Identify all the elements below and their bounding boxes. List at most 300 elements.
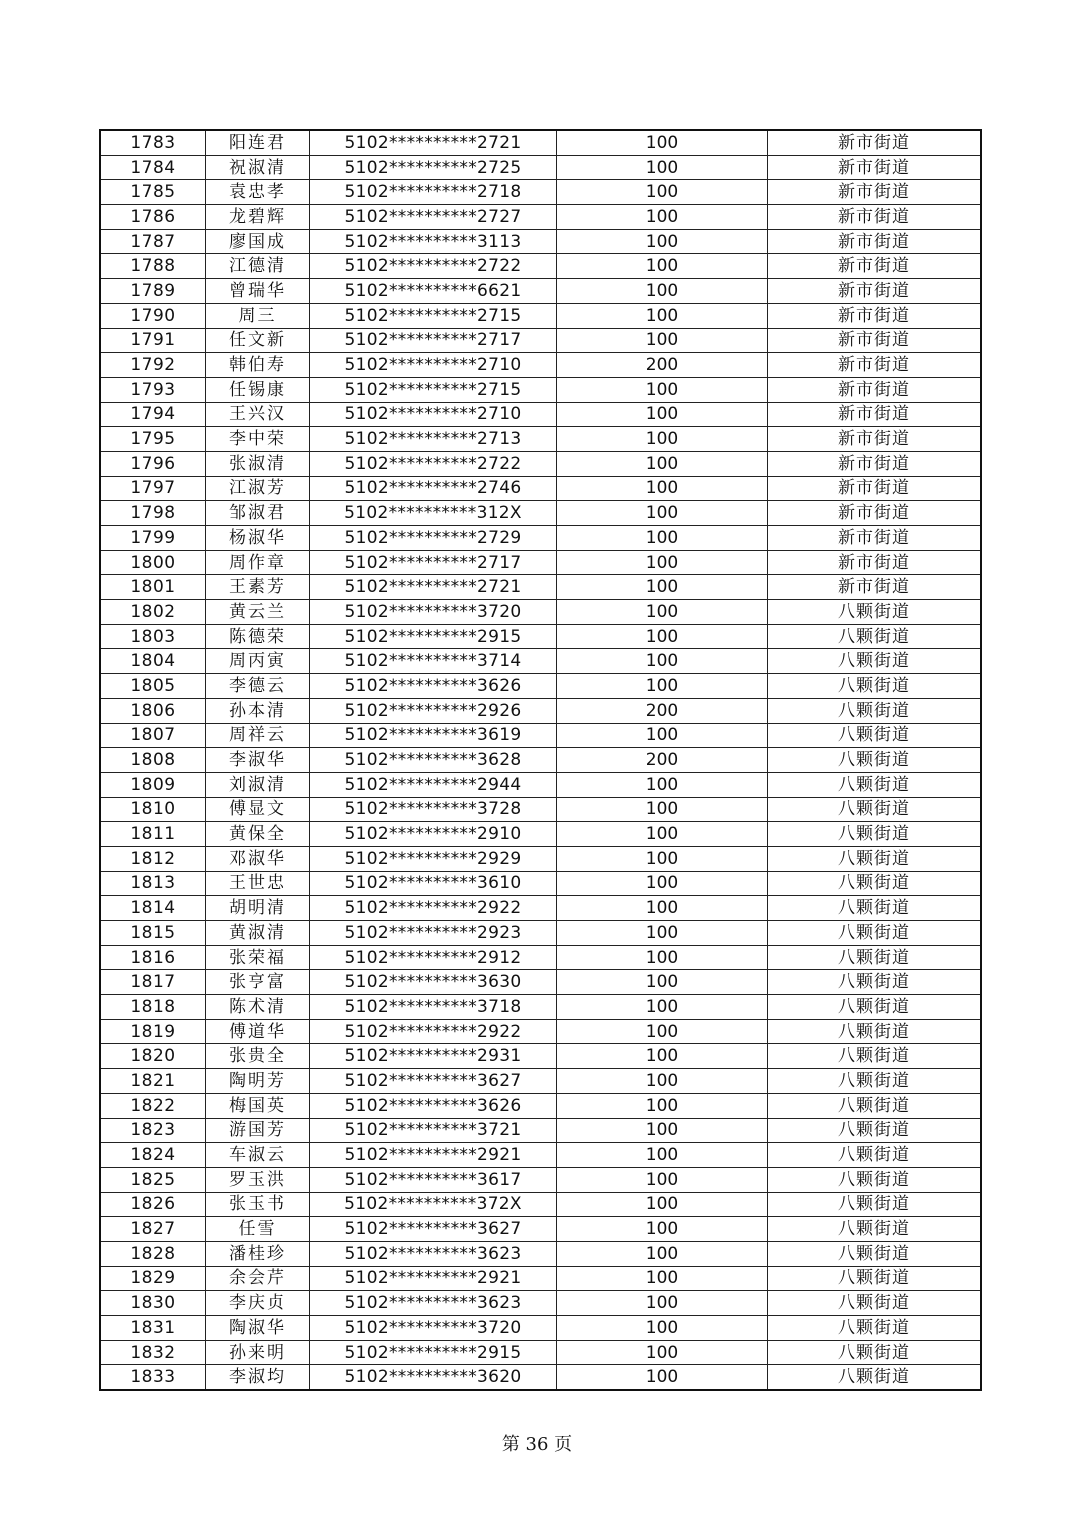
subdistrict-cell: 八颗街道 [768,1266,982,1291]
amount-cell: 100 [557,1019,768,1044]
id-number-cell: 5102**********3714 [310,649,557,674]
amount-cell: 100 [557,1143,768,1168]
name-cell: 邓淑华 [206,846,310,871]
subdistrict-cell: 新市街道 [768,303,982,328]
subdistrict-cell: 新市街道 [768,229,982,254]
row-number-cell: 1830 [100,1291,206,1316]
id-number-cell: 5102**********3627 [310,1069,557,1094]
id-number-cell: 5102**********3721 [310,1118,557,1143]
table-row [100,945,981,970]
table-row [100,921,981,946]
id-number-cell: 5102**********2926 [310,698,557,723]
name-cell: 陶明芳 [206,1069,310,1094]
row-number-cell: 1805 [100,674,206,699]
amount-cell: 100 [557,254,768,279]
amount-cell: 100 [557,822,768,847]
name-cell: 车淑云 [206,1143,310,1168]
id-number-cell: 5102**********2729 [310,526,557,551]
subdistrict-cell: 八颗街道 [768,871,982,896]
amount-cell: 100 [557,1217,768,1242]
amount-cell: 100 [557,846,768,871]
name-cell: 游国芳 [206,1118,310,1143]
row-number-cell: 1799 [100,526,206,551]
amount-cell: 100 [557,451,768,476]
subdistrict-cell: 八颗街道 [768,970,982,995]
id-number-cell: 5102**********2717 [310,328,557,353]
row-number-cell: 1812 [100,846,206,871]
name-cell: 傅道华 [206,1019,310,1044]
amount-cell: 100 [557,624,768,649]
row-number-cell: 1802 [100,600,206,625]
name-cell: 王兴汉 [206,402,310,427]
amount-cell: 200 [557,353,768,378]
table-row [100,130,981,155]
row-number-cell: 1801 [100,575,206,600]
id-number-cell: 5102**********2727 [310,205,557,230]
name-cell: 江淑芳 [206,476,310,501]
table-row [100,846,981,871]
subdistrict-cell: 八颗街道 [768,1167,982,1192]
id-number-cell: 5102**********3626 [310,674,557,699]
amount-cell: 100 [557,970,768,995]
row-number-cell: 1824 [100,1143,206,1168]
name-cell: 李德云 [206,674,310,699]
subdistrict-cell: 八颗街道 [768,1019,982,1044]
table-row [100,871,981,896]
subdistrict-cell: 新市街道 [768,427,982,452]
table-row [100,1316,981,1341]
name-cell: 阳连君 [206,130,310,155]
table-row [100,1143,981,1168]
name-cell: 任锡康 [206,377,310,402]
amount-cell: 100 [557,723,768,748]
subdistrict-cell: 八颗街道 [768,748,982,773]
amount-cell: 100 [557,1093,768,1118]
name-cell: 孙来明 [206,1340,310,1365]
row-number-cell: 1823 [100,1118,206,1143]
amount-cell: 100 [557,1241,768,1266]
name-cell: 李庆贞 [206,1291,310,1316]
name-cell: 江德清 [206,254,310,279]
id-number-cell: 5102**********3619 [310,723,557,748]
table-row [100,1365,981,1390]
name-cell: 黄淑清 [206,921,310,946]
table-row [100,896,981,921]
table-row [100,822,981,847]
row-number-cell: 1814 [100,896,206,921]
subdistrict-cell: 新市街道 [768,328,982,353]
row-number-cell: 1784 [100,155,206,180]
table-row [100,1167,981,1192]
row-number-cell: 1821 [100,1069,206,1094]
name-cell: 罗玉洪 [206,1167,310,1192]
subdistrict-cell: 新市街道 [768,279,982,304]
row-number-cell: 1811 [100,822,206,847]
name-cell: 李淑华 [206,748,310,773]
id-number-cell: 5102**********3630 [310,970,557,995]
id-number-cell: 5102**********3720 [310,600,557,625]
subdistrict-cell: 八颗街道 [768,1093,982,1118]
id-number-cell: 5102**********3623 [310,1241,557,1266]
table-row [100,1019,981,1044]
table-row [100,970,981,995]
name-cell: 潘桂珍 [206,1241,310,1266]
amount-cell: 100 [557,1044,768,1069]
name-cell: 龙碧辉 [206,205,310,230]
subdistrict-cell: 八颗街道 [768,846,982,871]
subdistrict-cell: 八颗街道 [768,698,982,723]
amount-cell: 100 [557,896,768,921]
name-cell: 周作章 [206,550,310,575]
amount-cell: 100 [557,377,768,402]
table-row [100,303,981,328]
subdistrict-cell: 八颗街道 [768,649,982,674]
amount-cell: 100 [557,575,768,600]
row-number-cell: 1806 [100,698,206,723]
subdistrict-cell: 八颗街道 [768,600,982,625]
table-row [100,427,981,452]
name-cell: 王世忠 [206,871,310,896]
row-number-cell: 1810 [100,797,206,822]
subdistrict-cell: 八颗街道 [768,1291,982,1316]
table-row [100,328,981,353]
subdistrict-cell: 新市街道 [768,205,982,230]
amount-cell: 100 [557,945,768,970]
subdistrict-cell: 八颗街道 [768,945,982,970]
row-number-cell: 1786 [100,205,206,230]
name-cell: 陈术清 [206,995,310,1020]
id-number-cell: 5102**********2929 [310,846,557,871]
name-cell: 张玉书 [206,1192,310,1217]
row-number-cell: 1803 [100,624,206,649]
subdistrict-cell: 新市街道 [768,526,982,551]
name-cell: 杨淑华 [206,526,310,551]
row-number-cell: 1790 [100,303,206,328]
amount-cell: 100 [557,476,768,501]
row-number-cell: 1822 [100,1093,206,1118]
row-number-cell: 1788 [100,254,206,279]
subdistrict-cell: 新市街道 [768,501,982,526]
table-row [100,575,981,600]
table-row [100,1291,981,1316]
id-number-cell: 5102**********3720 [310,1316,557,1341]
amount-cell: 100 [557,550,768,575]
name-cell: 周祥云 [206,723,310,748]
subdistrict-cell: 八颗街道 [768,797,982,822]
row-number-cell: 1820 [100,1044,206,1069]
name-cell: 廖国成 [206,229,310,254]
name-cell: 张淑清 [206,451,310,476]
row-number-cell: 1791 [100,328,206,353]
name-cell: 周三 [206,303,310,328]
table-row [100,649,981,674]
subdistrict-cell: 新市街道 [768,180,982,205]
id-number-cell: 5102**********2715 [310,377,557,402]
amount-cell: 100 [557,1340,768,1365]
amount-cell: 100 [557,501,768,526]
id-number-cell: 5102**********3617 [310,1167,557,1192]
table-row [100,451,981,476]
row-number-cell: 1831 [100,1316,206,1341]
row-number-cell: 1807 [100,723,206,748]
subdistrict-cell: 八颗街道 [768,896,982,921]
id-number-cell: 5102**********2921 [310,1266,557,1291]
id-number-cell: 5102**********3113 [310,229,557,254]
row-number-cell: 1815 [100,921,206,946]
table-row [100,279,981,304]
id-number-cell: 5102**********2715 [310,303,557,328]
row-number-cell: 1818 [100,995,206,1020]
subdistrict-cell: 八颗街道 [768,624,982,649]
id-number-cell: 5102**********2717 [310,550,557,575]
table-row [100,797,981,822]
row-number-cell: 1826 [100,1192,206,1217]
amount-cell: 100 [557,1167,768,1192]
id-number-cell: 5102**********2746 [310,476,557,501]
amount-cell: 100 [557,871,768,896]
subdistrict-cell: 八颗街道 [768,1241,982,1266]
row-number-cell: 1785 [100,180,206,205]
name-cell: 张贵全 [206,1044,310,1069]
subdistrict-cell: 八颗街道 [768,995,982,1020]
table-row [100,229,981,254]
id-number-cell: 5102**********2713 [310,427,557,452]
table-row [100,155,981,180]
table-row [100,1217,981,1242]
amount-cell: 100 [557,155,768,180]
row-number-cell: 1832 [100,1340,206,1365]
amount-cell: 100 [557,180,768,205]
amount-cell: 100 [557,921,768,946]
name-cell: 陈德荣 [206,624,310,649]
name-cell: 韩伯寿 [206,353,310,378]
row-number-cell: 1809 [100,772,206,797]
name-cell: 张荣福 [206,945,310,970]
table-row [100,1241,981,1266]
amount-cell: 100 [557,205,768,230]
amount-cell: 100 [557,328,768,353]
amount-cell: 100 [557,649,768,674]
id-number-cell: 5102**********2923 [310,921,557,946]
subdistrict-cell: 新市街道 [768,155,982,180]
amount-cell: 100 [557,402,768,427]
subdistrict-cell: 新市街道 [768,575,982,600]
amount-cell: 100 [557,772,768,797]
id-number-cell: 5102**********2722 [310,451,557,476]
subdistrict-cell: 八颗街道 [768,1365,982,1390]
table-row [100,674,981,699]
table-row [100,205,981,230]
amount-cell: 100 [557,674,768,699]
id-number-cell: 5102**********2915 [310,624,557,649]
table-row [100,1118,981,1143]
id-number-cell: 5102**********3627 [310,1217,557,1242]
name-cell: 周丙寅 [206,649,310,674]
id-number-cell: 5102**********2912 [310,945,557,970]
subdistrict-cell: 八颗街道 [768,1069,982,1094]
table-row [100,995,981,1020]
id-number-cell: 5102**********2915 [310,1340,557,1365]
name-cell: 黄云兰 [206,600,310,625]
table-row [100,402,981,427]
id-number-cell: 5102**********2710 [310,353,557,378]
id-number-cell: 5102**********2944 [310,772,557,797]
amount-cell: 100 [557,130,768,155]
subdistrict-cell: 八颗街道 [768,1044,982,1069]
row-number-cell: 1789 [100,279,206,304]
subdistrict-cell: 新市街道 [768,130,982,155]
name-cell: 王素芳 [206,575,310,600]
name-cell: 邹淑君 [206,501,310,526]
subdistrict-cell: 新市街道 [768,476,982,501]
name-cell: 李中荣 [206,427,310,452]
id-number-cell: 5102**********372X [310,1192,557,1217]
table-row [100,748,981,773]
table-row [100,1192,981,1217]
table-row [100,353,981,378]
subdistrict-cell: 新市街道 [768,550,982,575]
name-cell: 梅国英 [206,1093,310,1118]
id-number-cell: 5102**********6621 [310,279,557,304]
table-row [100,772,981,797]
name-cell: 袁忠孝 [206,180,310,205]
subdistrict-cell: 新市街道 [768,353,982,378]
name-cell: 李淑均 [206,1365,310,1390]
amount-cell: 100 [557,1291,768,1316]
name-cell: 祝淑清 [206,155,310,180]
id-number-cell: 5102**********2721 [310,575,557,600]
name-cell: 孙本清 [206,698,310,723]
id-number-cell: 5102**********3728 [310,797,557,822]
roster-table-body [100,130,981,1390]
name-cell: 任文新 [206,328,310,353]
row-number-cell: 1794 [100,402,206,427]
amount-cell: 100 [557,1365,768,1390]
subdistrict-cell: 八颗街道 [768,1143,982,1168]
row-number-cell: 1797 [100,476,206,501]
id-number-cell: 5102**********312X [310,501,557,526]
table-row [100,1340,981,1365]
amount-cell: 100 [557,797,768,822]
amount-cell: 100 [557,279,768,304]
name-cell: 余会芹 [206,1266,310,1291]
row-number-cell: 1829 [100,1266,206,1291]
table-row [100,600,981,625]
id-number-cell: 5102**********2921 [310,1143,557,1168]
table-row [100,698,981,723]
row-number-cell: 1783 [100,130,206,155]
subdistrict-cell: 新市街道 [768,451,982,476]
subdistrict-cell: 新市街道 [768,377,982,402]
subdistrict-cell: 八颗街道 [768,772,982,797]
name-cell: 陶淑华 [206,1316,310,1341]
id-number-cell: 5102**********3628 [310,748,557,773]
name-cell: 张亨富 [206,970,310,995]
table-row [100,550,981,575]
amount-cell: 100 [557,1192,768,1217]
row-number-cell: 1793 [100,377,206,402]
row-number-cell: 1792 [100,353,206,378]
table-row [100,501,981,526]
row-number-cell: 1816 [100,945,206,970]
row-number-cell: 1800 [100,550,206,575]
subdistrict-cell: 八颗街道 [768,723,982,748]
row-number-cell: 1828 [100,1241,206,1266]
id-number-cell: 5102**********2931 [310,1044,557,1069]
subdistrict-cell: 八颗街道 [768,1340,982,1365]
id-number-cell: 5102**********3626 [310,1093,557,1118]
page-number: 第 36 页 [501,1434,573,1455]
amount-cell: 100 [557,1316,768,1341]
table-row [100,254,981,279]
table-row [100,526,981,551]
subdistrict-cell: 八颗街道 [768,921,982,946]
row-number-cell: 1827 [100,1217,206,1242]
amount-cell: 100 [557,995,768,1020]
id-number-cell: 5102**********3620 [310,1365,557,1390]
amount-cell: 100 [557,303,768,328]
id-number-cell: 5102**********2718 [310,180,557,205]
table-row [100,180,981,205]
subdistrict-cell: 新市街道 [768,402,982,427]
subdistrict-cell: 八颗街道 [768,822,982,847]
subdistrict-cell: 八颗街道 [768,1217,982,1242]
table-row [100,476,981,501]
row-number-cell: 1833 [100,1365,206,1390]
id-number-cell: 5102**********2710 [310,402,557,427]
table-row [100,1069,981,1094]
id-number-cell: 5102**********3610 [310,871,557,896]
row-number-cell: 1796 [100,451,206,476]
id-number-cell: 5102**********3718 [310,995,557,1020]
id-number-cell: 5102**********2721 [310,130,557,155]
subdistrict-cell: 八颗街道 [768,674,982,699]
row-number-cell: 1787 [100,229,206,254]
table-row [100,1093,981,1118]
subdistrict-cell: 八颗街道 [768,1316,982,1341]
table-row [100,723,981,748]
amount-cell: 100 [557,427,768,452]
amount-cell: 100 [557,1069,768,1094]
table-row [100,377,981,402]
table-row [100,1044,981,1069]
name-cell: 胡明清 [206,896,310,921]
row-number-cell: 1804 [100,649,206,674]
id-number-cell: 5102**********2910 [310,822,557,847]
roster-table [99,129,982,1391]
id-number-cell: 5102**********2725 [310,155,557,180]
amount-cell: 200 [557,698,768,723]
row-number-cell: 1819 [100,1019,206,1044]
subdistrict-cell: 八颗街道 [768,1118,982,1143]
name-cell: 刘淑清 [206,772,310,797]
id-number-cell: 5102**********3623 [310,1291,557,1316]
table-row [100,624,981,649]
name-cell: 黄保全 [206,822,310,847]
amount-cell: 100 [557,229,768,254]
id-number-cell: 5102**********2922 [310,1019,557,1044]
name-cell: 傅显文 [206,797,310,822]
row-number-cell: 1808 [100,748,206,773]
row-number-cell: 1825 [100,1167,206,1192]
subdistrict-cell: 八颗街道 [768,1192,982,1217]
amount-cell: 100 [557,1118,768,1143]
id-number-cell: 5102**********2922 [310,896,557,921]
id-number-cell: 5102**********2722 [310,254,557,279]
subdistrict-cell: 新市街道 [768,254,982,279]
name-cell: 任雪 [206,1217,310,1242]
row-number-cell: 1817 [100,970,206,995]
